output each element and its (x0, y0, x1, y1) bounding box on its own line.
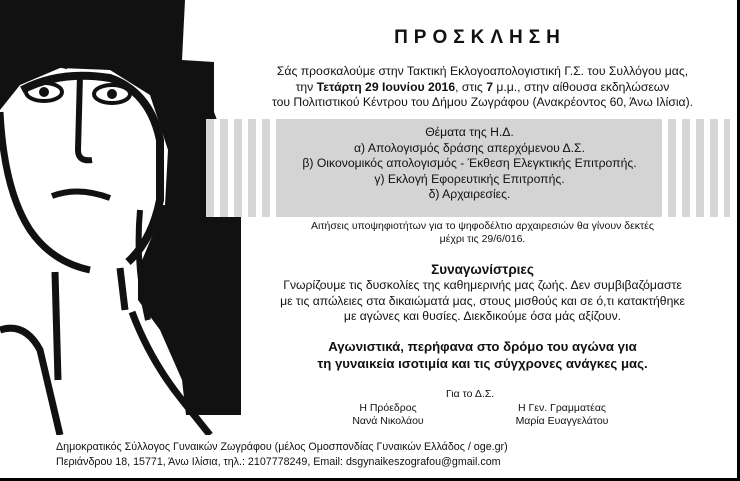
intro-line-1: Σάς προσκαλούμε στην Τακτική Εκλογοαπολογιστική Γ.Σ. του Συλλόγου μας, (276, 64, 689, 78)
agenda-item: δ) Αρχαιρεσίες. (428, 187, 511, 202)
message-body (240, 278, 725, 325)
secretary-role: Η Γεν. Γραμματέας (517, 402, 606, 414)
intro-line-2: την Τετάρτη 29 Ιουνίου 2016, στις 7 μ.μ., στην αίθουσα εκδηλώσεων (295, 79, 670, 94)
woman-face-logo (0, 0, 262, 435)
agenda-item: γ) Εκλογή Εφορευτικής Επιτροπής. (374, 171, 565, 186)
candidacy-line-1: Αιτήσεις υποψηφιοτήτων για το ψηφοδέλτιο αρχαιρεσιών θα γίνουν δεκτές (311, 220, 654, 232)
agenda-header: Θέματα της Η.Δ. (425, 125, 514, 139)
footer-line-2: Περιάνδρου 18, 15771, Άνω Ιλίσια, τηλ.: 2107778249, Email: dsgynaikeszografou@gmail.com (56, 456, 501, 468)
invitation-title: ΠΡΟΣΚΛΗΣΗ (394, 27, 566, 48)
candidacy-line-2: μέχρι τις 29/6/016. (439, 233, 526, 245)
message-heading: Συναγωνίστριες (431, 262, 534, 277)
meeting-date: Τετάρτη 29 Ιουνίου 2016 (316, 79, 456, 94)
candidacy-notice (240, 220, 725, 246)
slogan-line-2: τη γυναικεία ισοτιμία και τις σύγχρονες ανάγκες μας. (317, 356, 648, 371)
agenda-item: β) Οικονομικός απολογισμός - Έκθεση Ελεγκτικής Επιτροπής. (302, 156, 637, 171)
agenda-list (277, 125, 662, 203)
intro-line-3: του Πολιτιστικού Κέντρου του Δήμου Ζωγράφου (Ανακρέοντος 60, Άνω Ιλίσια). (271, 95, 694, 109)
intro-text (240, 64, 725, 111)
footer-line-1: Δημοκρατικός Σύλλογος Γυναικών Ζωγράφου (μέλος Ομοσπονδίας Γυναικών Ελλάδος / oge.gr) (56, 441, 508, 453)
president-name: Νανά Νικολάου (352, 415, 424, 427)
meeting-time: 7 (486, 79, 493, 94)
president-role: Η Πρόεδρος (359, 402, 417, 414)
secretary-signature (496, 402, 628, 428)
agenda-item: α) Απολογισμός δράσης απερχόμενου Δ.Σ. (354, 140, 585, 155)
message-line: με τις απώλειες στα δικαιώματά μας, στους μισθούς και σε ό,τι κατακτήθηκε (280, 293, 685, 308)
message-line: με αγώνες και θυσίες. Διεκδικούμε όσα μάς αξίζουν. (343, 309, 622, 323)
slogan-line-1: Αγωνιστικά, περήφανα στο δρόμο του αγώνα για (328, 339, 637, 354)
for-board-label: Για το Δ.Σ. (446, 388, 495, 400)
secretary-name: Μαρία Ευαγγελάτου (515, 415, 609, 427)
slogan (240, 338, 725, 372)
president-signature (326, 402, 450, 428)
association-footer (56, 440, 508, 470)
message-line: Γνωρίζουμε τις δυσκολίες της καθημερινής μας ζωής. Δεν συμβιβαζόμαστε (283, 278, 682, 292)
